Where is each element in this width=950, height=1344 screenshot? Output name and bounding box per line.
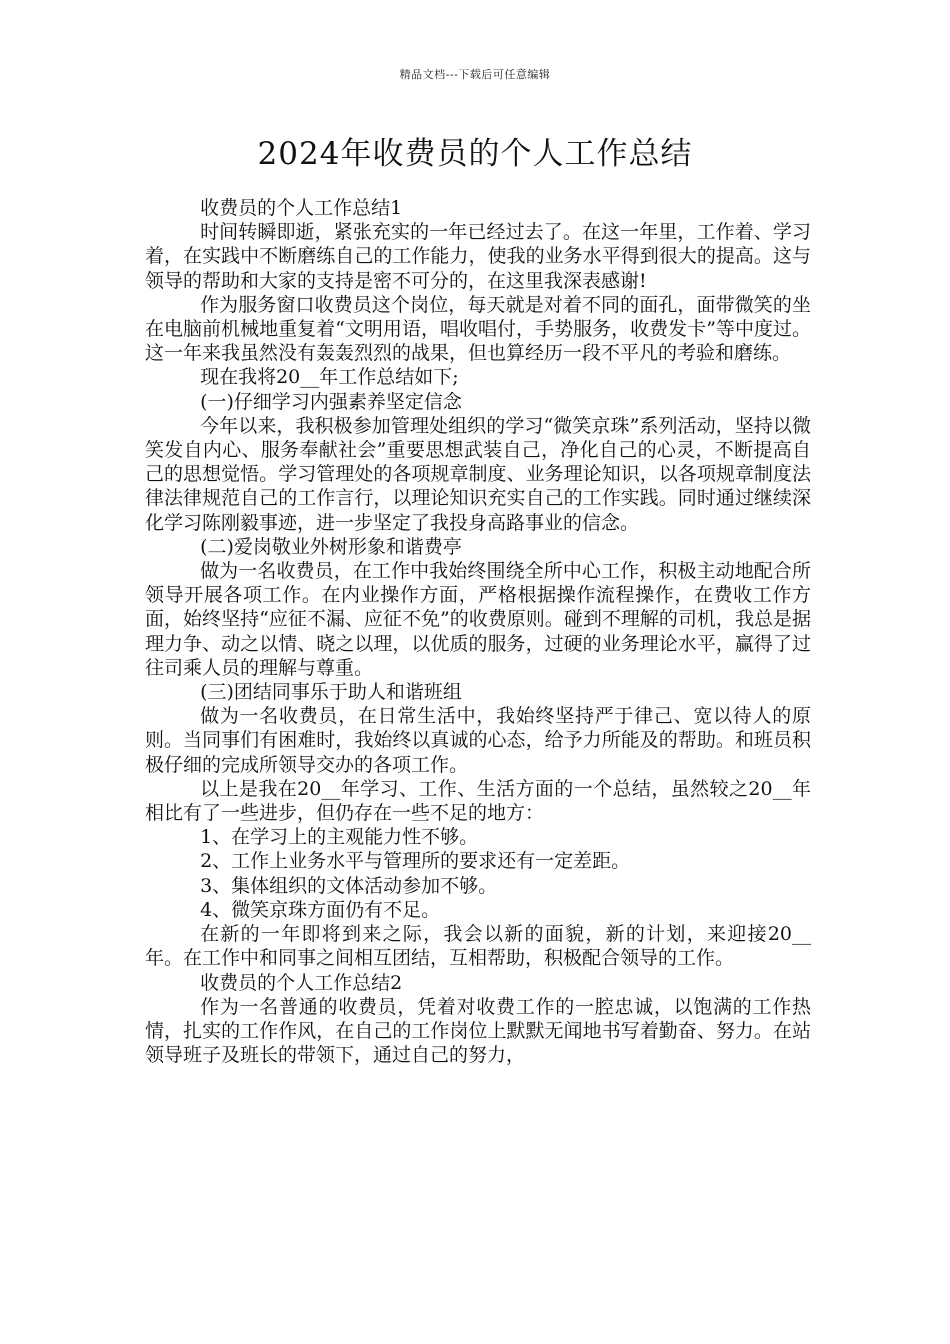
paragraph: 在新的一年即将到来之际，我会以新的面貌，新的计划，来迎接20__年。在工作中和同事之间相互团结，互相帮助，积极配合领导的工作。 (145, 923, 811, 970)
section-heading-2: 收费员的个人工作总结2 (200, 971, 403, 994)
paragraph: 作为服务窗口收费员这个岗位，每天就是对着不同的面孔，面带微笑的坐在电脑前机械地重复着“文明用语，唱收唱付，手势服务，收费发卡”等中度过。这一年来我虽然没有轰轰烈烈的战果，但也算经历一段不平凡的考验和磨练。 (145, 293, 811, 365)
paragraph: 做为一名收费员，在日常生活中，我始终坚持严于律己、宽以待人的原则。当同事们有困难时，我始终以真诚的心态，给予力所能及的帮助。和班员积极仔细的完成所领导交办的各项工作。 (145, 705, 811, 776)
subheading-3: (三)团结同事乐于助人和谐班组 (200, 681, 462, 704)
list-item: 4、微笑京珠方面仍有不足。 (200, 898, 441, 921)
paragraph: 做为一名收费员，在工作中我始终围绕全所中心工作，积极主动地配合所领导开展各项工作。在内业操作方面，严格根据操作流程操作，在费收工作方面，始终坚持“应征不漏、应征不免”的收费原则。碰到不理解的司机，我总是据理力争、动之以情、晓之以理，以优质的服务，过硬的业务理论水平，赢得了过往司乘人员的理解与尊重。 (145, 560, 811, 679)
list-item: 3、集体组织的文体活动参加不够。 (200, 874, 498, 897)
subheading-2: (二)爱岗敬业外树形象和谐费亭 (200, 535, 462, 558)
subheading-1: (一)仔细学习内强素养坚定信念 (200, 390, 462, 413)
paragraph: 今年以来，我积极参加管理处组织的学习“微笑京珠”系列活动，坚持以微笑发自内心、服务奉献社会”重要思想武装自己，净化自己的心灵，不断提高自己的思想觉悟。学习管理处的各项规章制度、业务理论知识，以各项规章制度法律法律规范自己的工作言行，以理论知识充实自己的工作实践。同时通过继续深化学习陈刚毅事迹，进一步坚定了我投身高路事业的信念。 (145, 414, 811, 534)
list-item: 1、在学习上的主观能力性不够。 (200, 826, 479, 849)
document-body (145, 196, 811, 1067)
paragraph: 时间转瞬即逝，紧张充实的一年已经过去了。在这一年里，工作着、学习着，在实践中不断磨练自己的工作能力，使我的业务水平得到很大的提高。这与领导的帮助和大家的支持是密不可分的，在这里我深表感谢! (145, 221, 811, 292)
document-title: 2024年收费员的个人工作总结 (257, 136, 693, 172)
paragraph: 作为一名普通的收费员，凭着对收费工作的一腔忠诚，以饱满的工作热情，扎实的工作作风，在自己的工作岗位上默默无闻地书写着勤奋、努力。在站领导班子及班长的带领下，通过自己的努力， (145, 995, 811, 1067)
header-note: 精品文档---下载后可任意编辑 (399, 68, 551, 81)
section-heading-1: 收费员的个人工作总结1 (200, 197, 403, 219)
list-item: 2、工作上业务水平与管理所的要求还有一定差距。 (200, 850, 631, 873)
paragraph: 以上是我在20__年学习、工作、生活方面的一个总结，虽然较之20__年相比有了一些进步，但仍存在一些不足的地方： (145, 777, 811, 825)
paragraph: 现在我将20__年工作总结如下; (200, 366, 459, 389)
